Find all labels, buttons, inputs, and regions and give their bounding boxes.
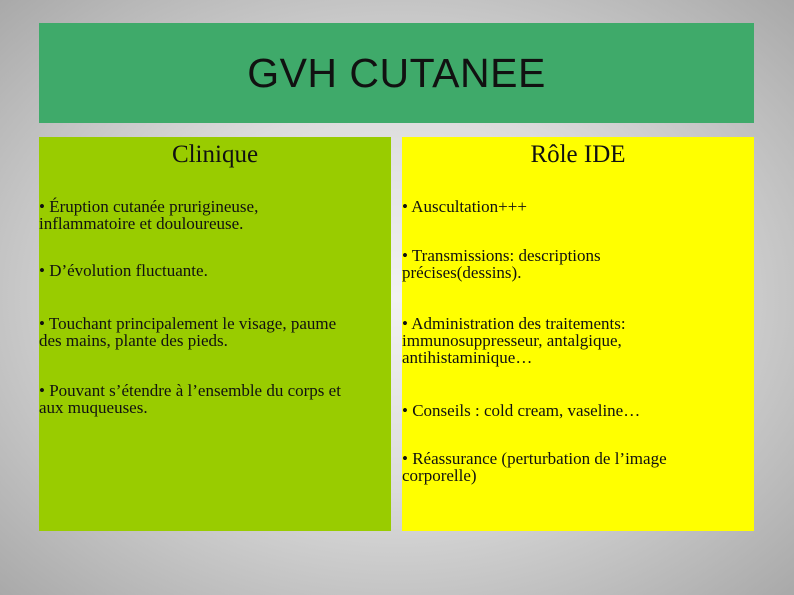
clinique-bullet-eruption	[39, 198, 391, 232]
bullet-line: • Transmissions: descriptions	[402, 246, 601, 265]
bullet-line: • D’évolution fluctuante.	[39, 261, 208, 280]
bullet-line: corporelle)	[402, 466, 477, 485]
bullet-line: aux muqueuses.	[39, 398, 148, 417]
bullet-line: antihistaminique…	[402, 348, 533, 367]
bullet-line: • Administration des traitements:	[402, 314, 626, 333]
clinique-panel	[39, 137, 391, 531]
bullet-line: • Pouvant s’étendre à l’ensemble du corps et	[39, 381, 341, 400]
bullet-line: • Touchant principalement le visage, paume	[39, 314, 337, 333]
role-bullet-transmissions	[402, 247, 754, 281]
role-bullet-reassurance	[402, 450, 754, 484]
role-bullet-conseils	[402, 402, 754, 419]
bullet-line: précises(dessins).	[402, 263, 522, 282]
role-ide-panel	[402, 137, 754, 531]
clinique-bullet-localisation	[39, 315, 391, 349]
bullet-line: • Conseils : cold cream, vaseline…	[402, 401, 641, 420]
bullet-line: • Auscultation+++	[402, 197, 527, 216]
role-bullet-administration	[402, 315, 754, 366]
clinique-bullet-extension	[39, 382, 391, 416]
slide-title: GVH CUTANEE	[247, 49, 546, 96]
clinique-heading: Clinique	[171, 141, 259, 168]
clinique-bullet-evolution	[39, 262, 391, 279]
bullet-line: des mains, plante des pieds.	[39, 331, 228, 350]
bullet-line: inflammatoire et douloureuse.	[39, 214, 244, 233]
role-bullet-auscultation	[402, 198, 754, 215]
role-ide-heading: Rôle IDE	[530, 141, 626, 168]
bullet-line: • Éruption cutanée prurigineuse,	[39, 197, 259, 216]
bullet-line: • Réassurance (perturbation de l’image	[402, 449, 667, 468]
bullet-line: immunosuppresseur, antalgique,	[402, 331, 622, 350]
title-band	[39, 23, 754, 123]
